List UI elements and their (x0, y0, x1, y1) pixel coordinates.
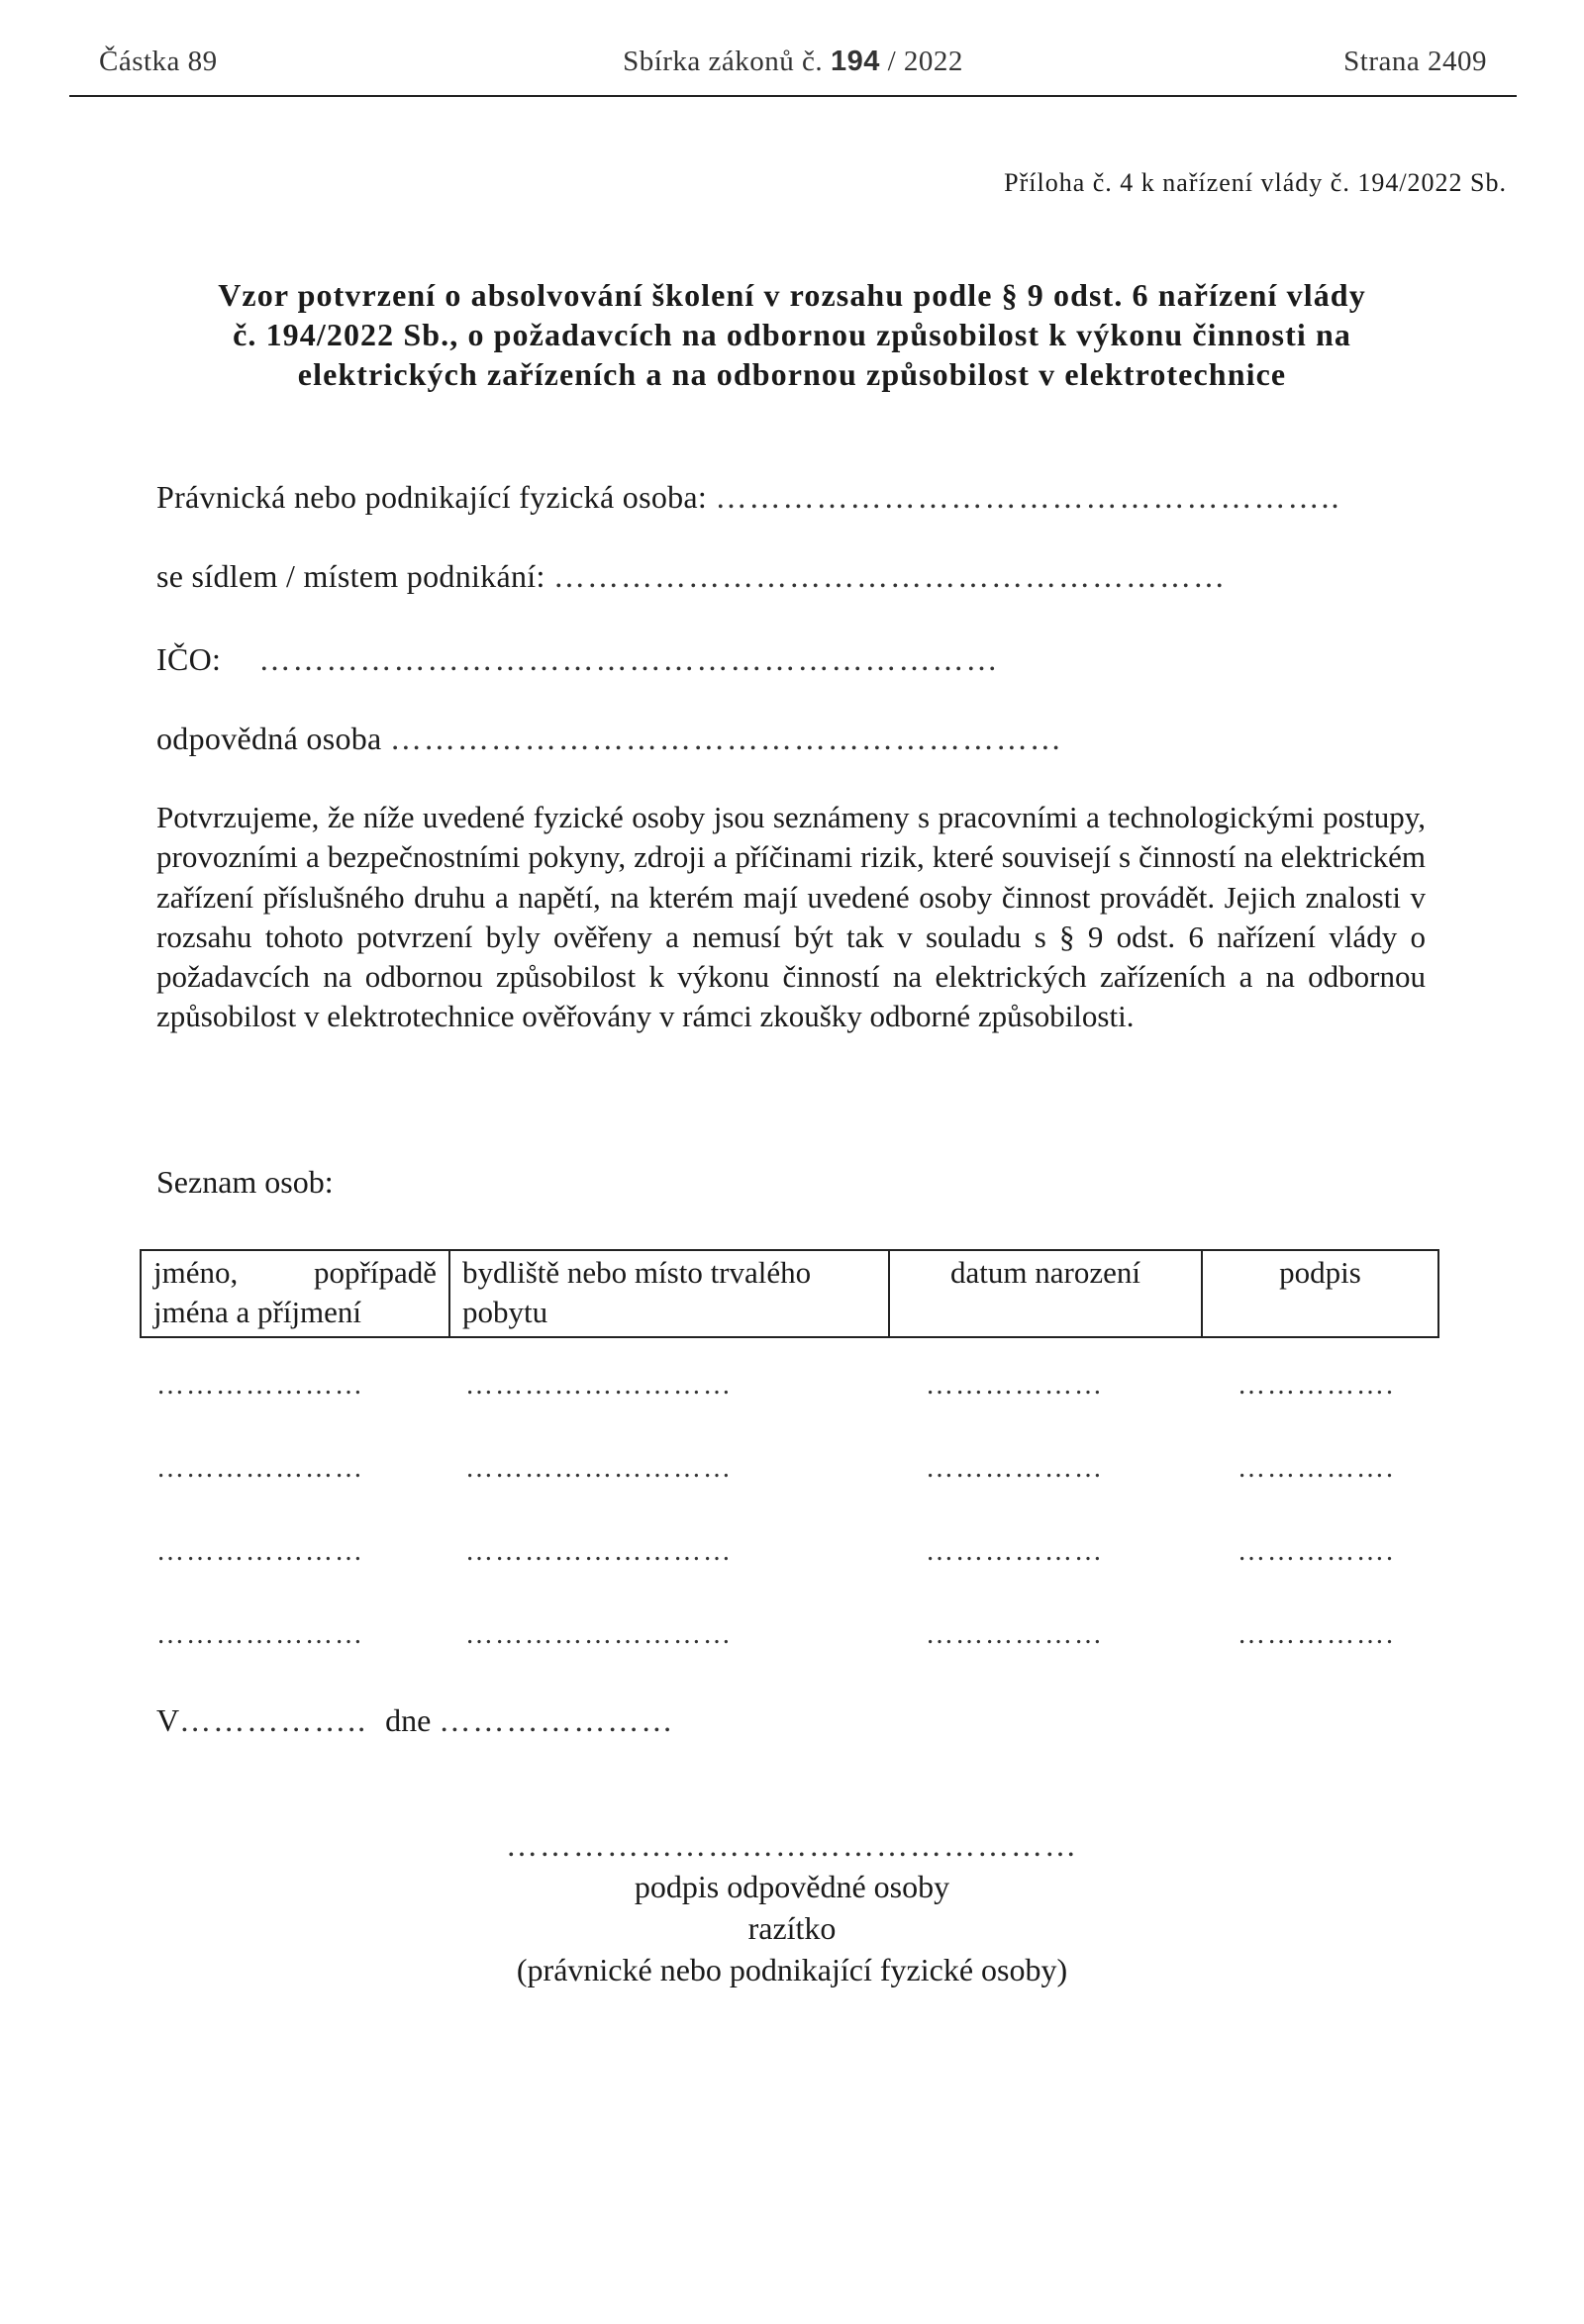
person-table (140, 1249, 1439, 1338)
ico-label: IČO: (156, 641, 222, 677)
seat-label: se sídlem / místem podnikání: (156, 558, 545, 594)
column-signature: podpis (1202, 1250, 1438, 1337)
stamp-caption: razítko (747, 1910, 837, 1946)
collection-prefix: Sbírka zákonů č. (623, 46, 824, 77)
entity-label: Právnická nebo podnikající fyzická osoba: (156, 479, 708, 515)
responsible-field (156, 721, 1063, 757)
collection-year: / 2022 (887, 46, 963, 77)
seat-fill-line[interactable]: …………………………………………………… (552, 558, 1227, 594)
row-birth-date-line[interactable]: ……………… (926, 1619, 1104, 1650)
running-header (69, 44, 1517, 97)
row-signature-line[interactable]: ……………. (1238, 1619, 1395, 1650)
date-label: dne (385, 1702, 432, 1738)
title-line-2: č. 194/2022 Sb., o požadavcích na odbornou způsobilost k výkonu činnosti na (233, 317, 1351, 352)
entity-caption: (právnické nebo podnikající fyzické osoby) (516, 1952, 1068, 1987)
place-fill-line[interactable]: …………….. (179, 1702, 368, 1738)
entity-fill-line[interactable]: ……………………………………………….. (715, 479, 1341, 515)
seat-field (156, 558, 1227, 595)
signature-dots: …………………………………………… (506, 1827, 1078, 1863)
row-name-line[interactable]: ………………… (156, 1619, 364, 1650)
table-row (0, 1536, 1584, 1576)
page-number: Strana 2409 (1343, 46, 1487, 77)
column-residence: bydliště nebo místo trvalého pobytu (449, 1250, 889, 1337)
title-line-1: Vzor potvrzení o absolvování školení v rozsahu podle § 9 odst. 6 nařízení vlády (218, 277, 1366, 313)
row-name-line[interactable]: ………………… (156, 1536, 364, 1567)
row-name-line[interactable]: ………………… (156, 1370, 364, 1401)
date-fill-line[interactable]: ………………… (439, 1702, 675, 1738)
confirmation-text: Potvrzujeme, že níže uvedené fyzické osoby jsou seznámeny s pracovními a technologickými postupy, provozními a bezpečnostními pokyny, zdroji a příčinami rizik, které souvisejí s činností na elektrickém zařízení příslušného druhu a napětí, na kterém mají uvedené osoby činnost provádět. Jejich znalosti v rozsahu tohoto potvrzení byly ověřeny a nemusí být tak v souladu s § 9 odst. 6 nařízení vlády o požadavcích na odbornou způsobilost k výkonu činností na elektrických zařízeních a na odbornou způsobilost v elektrotechnice ověřovány v rámci zkoušky odborné způsobilosti. (156, 800, 1426, 1034)
table-row (0, 1370, 1584, 1409)
signature-caption: podpis odpovědné osoby (634, 1869, 950, 1904)
ico-fill-line[interactable]: ………………………………………………………… (258, 641, 1000, 677)
responsible-fill-line[interactable]: …………………………………………………… (389, 721, 1063, 756)
row-birth-date-line[interactable]: ……………… (926, 1453, 1104, 1484)
row-birth-date-line[interactable]: ……………… (926, 1536, 1104, 1567)
title-line-3: elektrických zařízeních a na odbornou způsobilost v elektrotechnice (297, 356, 1287, 392)
column-name: jméno, popřípadě jména a příjmení (141, 1250, 449, 1337)
table-header-row (141, 1250, 1438, 1337)
row-residence-line[interactable]: ……………………… (465, 1619, 733, 1650)
table-row (0, 1619, 1584, 1659)
table-row (0, 1453, 1584, 1493)
document-title (148, 275, 1436, 394)
row-residence-line[interactable]: ……………………… (465, 1453, 733, 1484)
column-birth-date: datum narození (889, 1250, 1202, 1337)
row-signature-line[interactable]: ……………. (1238, 1453, 1395, 1484)
place-date-line (156, 1702, 674, 1739)
row-signature-line[interactable]: ……………. (1238, 1536, 1395, 1567)
row-birth-date-line[interactable]: ……………… (926, 1370, 1104, 1401)
entity-field (156, 479, 1340, 516)
signature-line[interactable] (396, 1827, 1188, 1864)
issue-number: Částka 89 (99, 46, 218, 77)
collection-title (69, 46, 1517, 78)
annex-label: Příloha č. 4 k nařízení vlády č. 194/2022 Sb. (1004, 168, 1507, 197)
responsible-label: odpovědná osoba (156, 721, 382, 756)
row-residence-line[interactable]: ……………………… (465, 1370, 733, 1401)
row-name-line[interactable]: ………………… (156, 1453, 364, 1484)
ico-field (156, 641, 1000, 678)
place-label: V (156, 1702, 180, 1738)
person-list-label: Seznam osob: (156, 1164, 334, 1200)
row-residence-line[interactable]: ……………………… (465, 1536, 733, 1567)
collection-number: 194 (830, 46, 880, 77)
row-signature-line[interactable]: ……………. (1238, 1370, 1395, 1401)
